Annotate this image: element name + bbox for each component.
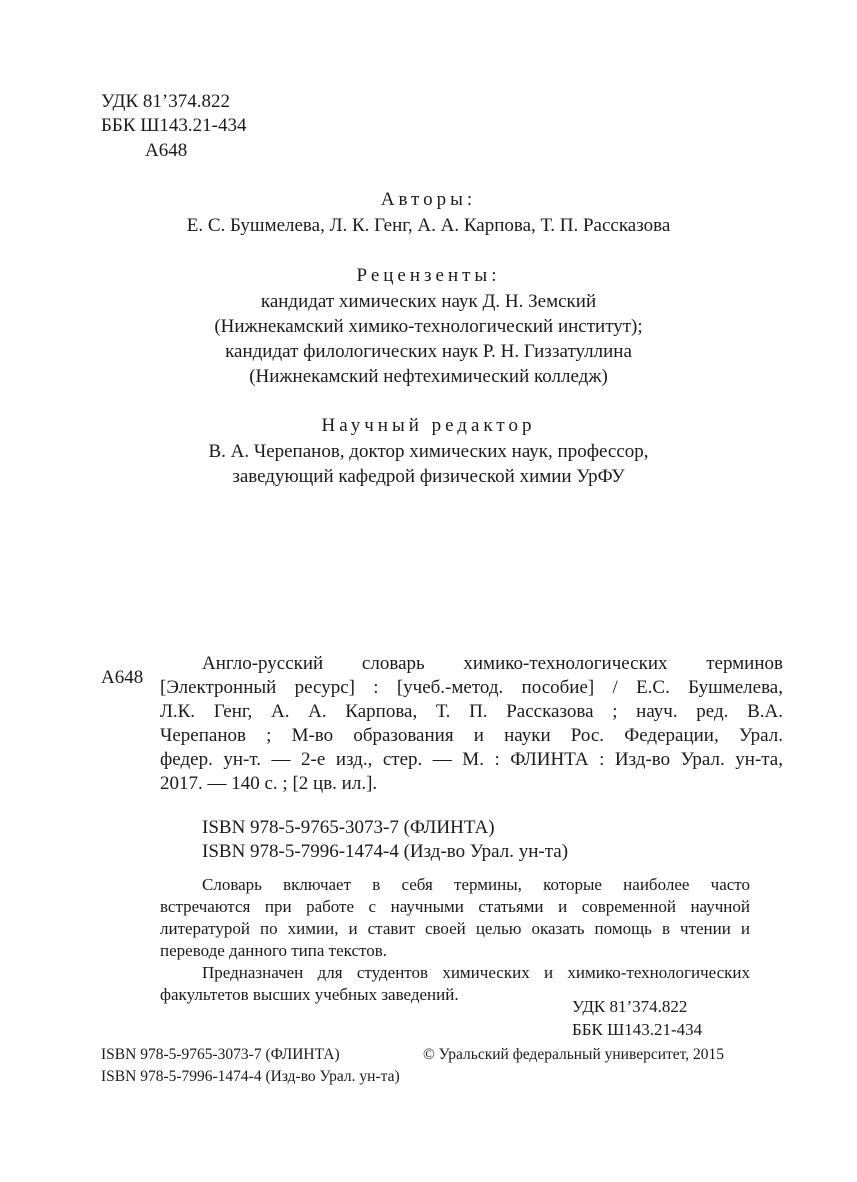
isbn-line: ISBN 978-5-7996-1474-4 (Изд-во Урал. ун-та): [202, 841, 569, 862]
catalog-line: Англо-русский словарь химико-технологических терминов: [202, 653, 783, 674]
catalog-line: Черепанов ; М-во образования и науки Рос. Федерации, Урал.: [160, 725, 783, 746]
annotation-line: литературой по химии, и ставит своей целью оказать помощь в чтении и: [160, 919, 750, 938]
editor-line: В. А. Черепанов, доктор химических наук, профессор,: [208, 441, 649, 462]
reviewer-line: кандидат филологических наук Р. Н. Гиззатуллина: [225, 341, 632, 362]
editor-line: заведующий кафедрой физической химии УрФУ: [232, 466, 625, 487]
udk-code: УДК 81’374.822: [101, 91, 230, 112]
catalog-line: 2017. — 140 с. ; [2 цв. ил.].: [160, 773, 378, 794]
catalog-description: [160, 652, 783, 796]
authors-names: Е. С. Бушмелева, Л. К. Генг, А. А. Карпова, Т. П. Рассказова: [186, 215, 671, 236]
annotation-udk: УДК 81’374.822: [572, 997, 688, 1016]
reviewer-line: (Нижнекамский нефтехимический колледж): [249, 366, 608, 387]
annotation-line: Предназначен для студентов химических и химико-технологических: [202, 963, 750, 982]
footer-isbn: ISBN 978-5-9765-3073-7 (ФЛИНТА): [101, 1046, 340, 1063]
reviewer-line: кандидат химических наук Д. Н. Земский: [260, 291, 597, 312]
copyright: © Уральский федеральный университет, 2015: [423, 1046, 725, 1063]
annotation: [160, 874, 750, 1006]
reviewer-line: (Нижнекамский химико-технологический институт);: [214, 316, 643, 337]
authors-heading: Авторы:: [380, 189, 477, 210]
isbn-line: ISBN 978-5-9765-3073-7 (ФЛИНТА): [202, 817, 495, 838]
catalog-line: Л.К. Генг, А. А. Карпова, Т. П. Рассказова ; науч. ред. В.А.: [160, 701, 783, 722]
annotation-bbk: ББК Ш143.21-434: [572, 1020, 703, 1039]
author-sign: А648: [145, 140, 188, 161]
reviewers-heading: Рецензенты:: [356, 265, 501, 286]
catalog-line: федер. ун-т. — 2-е изд., стер. — М. : ФЛИНТА : Изд-во Урал. ун-та,: [160, 749, 783, 770]
footer-isbn: ISBN 978-5-7996-1474-4 (Изд-во Урал. ун-та): [101, 1068, 400, 1085]
annotation-line: встречаются при работе с научными статьями и современной научной: [160, 897, 750, 916]
annotation-line: факультетов высших учебных заведений.: [160, 985, 459, 1004]
editor-heading: Научный редактор: [321, 415, 536, 436]
annotation-line: Словарь включает в себя термины, которые наиболее часто: [202, 875, 750, 894]
catalog-line: [Электронный ресурс] : [учеб.-метод. пособие] / Е.С. Бушмелева,: [160, 677, 783, 698]
catalog-code: А648: [101, 667, 144, 688]
annotation-line: переводе данного типа текстов.: [160, 941, 388, 960]
bbk-code: ББК Ш143.21-434: [101, 115, 247, 136]
